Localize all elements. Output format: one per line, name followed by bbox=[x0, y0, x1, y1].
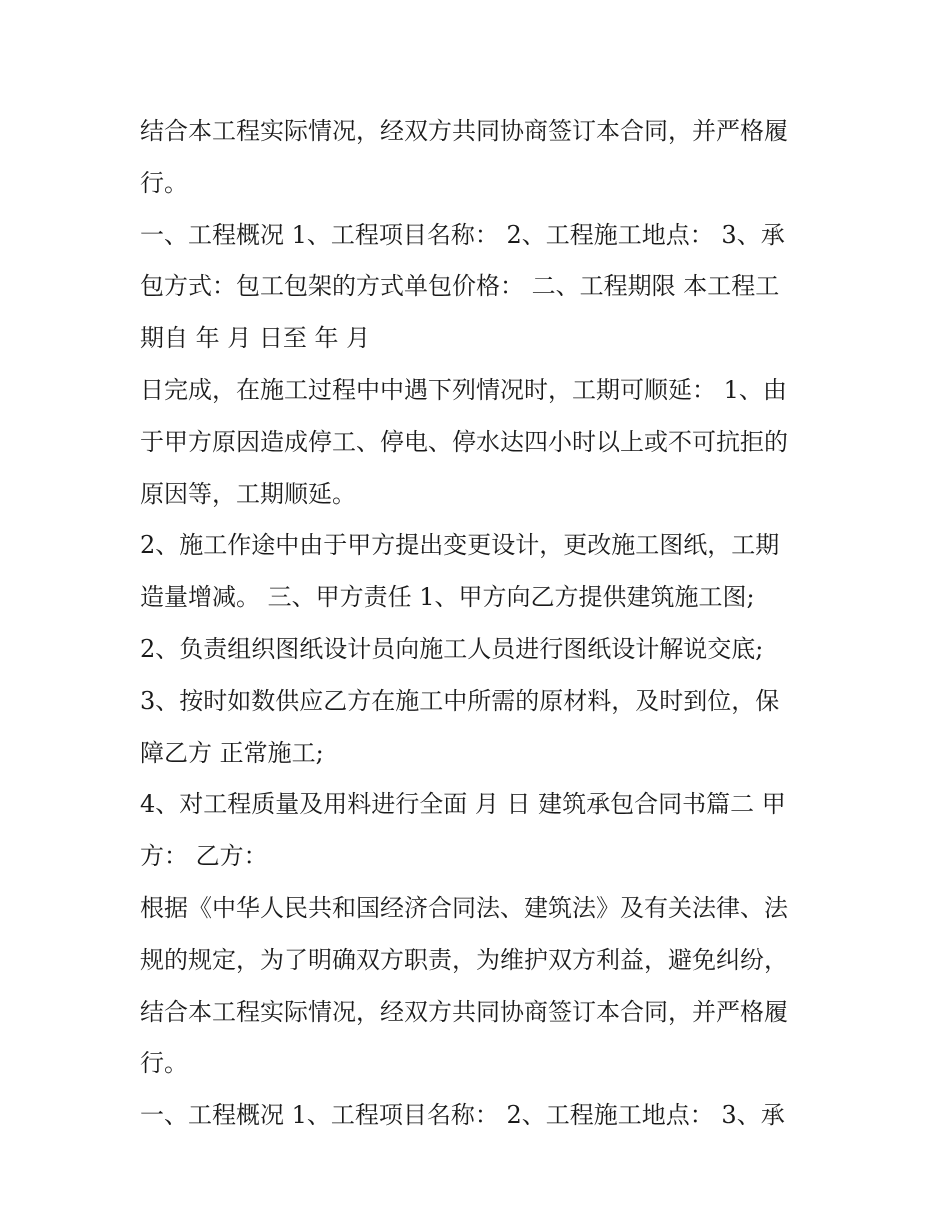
document-body bbox=[140, 106, 830, 1142]
text-line: 2、负责组织图纸设计员向施工人员进行图纸设计解说交底; bbox=[140, 634, 764, 663]
text-line: 包方式：包工包架的方式单包价格： 二、工程期限 本工程工 bbox=[140, 272, 780, 301]
text-line: 4、对工程质量及用料进行全面 月 日 建筑承包合同书篇二 甲 bbox=[140, 790, 786, 819]
text-line: 3、按时如数供应乙方在施工中所需的原材料，及时到位，保 bbox=[140, 686, 780, 715]
text-line: 期自 年 月 日至 年 月 bbox=[140, 324, 371, 353]
text-line: 障乙方 正常施工; bbox=[140, 738, 324, 767]
text-line: 一、工程概况 1、工程项目名称： 2、工程施工地点： 3、承 bbox=[140, 1101, 785, 1130]
text-line: 结合本工程实际情况，经双方共同协商签订本合同，并严格履 bbox=[140, 117, 788, 145]
text-line: 造量增减。 三、甲方责任 1、甲方向乙方提供建筑施工图; bbox=[140, 583, 755, 612]
text-line: 原因等，工期顺延。 bbox=[140, 479, 356, 508]
text-line: 结合本工程实际情况，经双方共同协商签订本合同，并严格履 bbox=[140, 997, 788, 1026]
text-line: 2、施工作途中由于甲方提出变更设计，更改施工图纸，工期 bbox=[140, 531, 780, 560]
text-line: 于甲方原因造成停工、停电、停水达四小时以上或不可抗拒的 bbox=[140, 427, 788, 456]
text-line: 一、工程概况 1、工程项目名称： 2、工程施工地点： 3、承 bbox=[140, 220, 785, 249]
text-line: 行。 bbox=[140, 1049, 188, 1078]
text-line: 方： 乙方： bbox=[140, 842, 268, 871]
text-line: 规的规定，为了明确双方职责，为维护双方利益，避免纠纷， bbox=[140, 945, 788, 974]
text-line: 行。 bbox=[140, 168, 188, 197]
text-line: 日完成，在施工过程中中遇下列情况时，工期可顺延： 1、由 bbox=[140, 375, 787, 404]
text-line: 根据《中华人民共和国经济合同法、建筑法》及有关法律、法 bbox=[140, 893, 788, 922]
